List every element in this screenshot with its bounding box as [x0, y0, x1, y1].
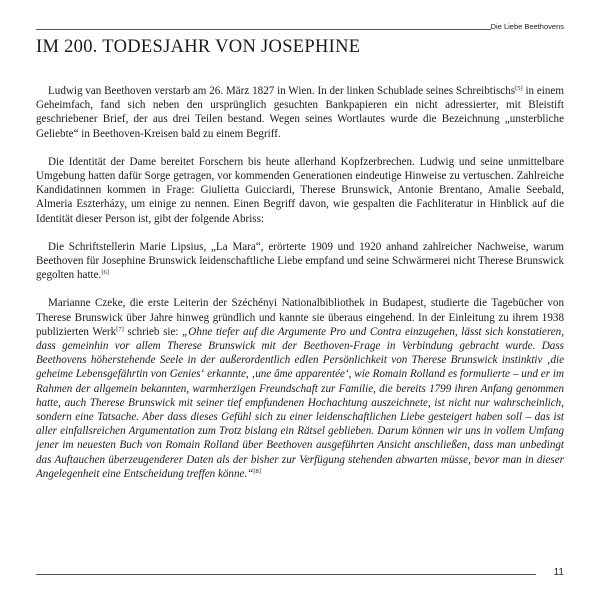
- running-title: Die Liebe Beethovens: [490, 22, 564, 31]
- body-text: [36, 84, 564, 481]
- block-quotation: „Ohne tiefer auf die Argumente Pro und Contra einzugehen, lässt sich konstatieren, dass gemeinhin vor allem Therese Brunswick mit der Beethoven-Frage in Verbindung gebracht wurde. Dass Beethovens höherstehende Seele in der außerordentlich edlen Persönlichkeit von Therese Brunswick instinktiv ‚die geheime Lebensgefährtin von Genies‘ erkannte, ‚une âme apparentée‘, wie Romain Rolland es formulierte – und er im Rahmen der allgemein bekannten, warmherzigen Freundschaft zur Familie, die bereits 1799 ihren Anfang genommen hatte, auch Therese Brunswick mit seiner tief empfundenen Hochachtung auszeichnete, ist nicht nur wahrscheinlich, sondern eine Tatsache. Aber dass dieses Gefühl sich zu einer leidenschaftlichen Liebe gesteigert haben soll – das ist aller einfallsreichen Argumentation zum Trotz bislang ein Rätsel geblieben. Darum können wir uns in vollem Umfang jener im neuesten Buch von Romain Rolland über Beethoven ausgeführten Ansicht anschließen, dass man unbedingt das Auftauchen überzeugenderer Daten als der bisher zur Verfügung stehenden abwarten müsse, bevor man in dieser Angelegenheit eine Entscheidung treffen könne.“: [36, 325, 564, 480]
- paragraph-1: [36, 84, 564, 141]
- paragraph-1-text-a: Ludwig van Beethoven verstarb am 26. März 1827 in Wien. In der linken Schublade seines Schreibtischs: [48, 85, 516, 97]
- paragraph-1-text-b: in einem Geheimfach, fand sich neben den ursprünglich gesuchten Bankpapieren ein nicht adressierter, mit Bleistift geschriebener Brief, der aus drei Teilen bestand. Wegen seines Wortlautes wurde die Bezeichnung „unsterbliche Geliebte“ in Beethoven-Kreisen bald zu einem Begriff.: [36, 85, 564, 140]
- chapter-heading: IM 200. TODESJAHR VON JOSEPHINE: [36, 37, 361, 57]
- header-rule: [36, 29, 491, 30]
- page-number: 11: [553, 567, 564, 578]
- footnote-ref-8[interactable]: [8]: [253, 467, 261, 475]
- paragraph-2-text: Die Identität der Dame bereitet Forschern bis heute allerhand Kopfzerbrechen. Ludwig und seine unmittelbare Umgebung hatten dafür Sorge getragen, vor kommenden Generationen eindeutige Hinweise zu vertuschen. Zahlreiche Kandidatinnen kommen in Frage: Giulietta Guicciardi, Therese Brunswick, Antonie Brentano, Amalie Seebald, Almeria Eszterházy, um einige zu nennen. Einen Begriff davon, wie gespalten die Fachliteratur in Hinblick auf die Identität dieser Person ist, gibt der folgende Abriss:: [36, 155, 564, 225]
- paragraph-3-text: Die Schriftstellerin Marie Lipsius, „La Mara“, erörterte 1909 und 1920 anhand zahlreicher Nachweise, warum Beethoven für Josephine Brunswick leidenschaftliche Liebe empfand und seine Schwärmerei nicht Therese Brunswick gegolten hatte.: [36, 240, 564, 282]
- paragraph-2: [36, 155, 564, 226]
- paragraph-4-text-b: schrieb sie:: [123, 325, 183, 338]
- footnote-ref-5[interactable]: [5]: [515, 85, 523, 92]
- footer-rule: [36, 574, 536, 575]
- paragraph-4: [36, 296, 564, 481]
- footnote-ref-7[interactable]: [7]: [116, 325, 124, 333]
- paragraph-4-text-a: Marianne Czeke, die erste Leiterin der Széchényi Nationalbibliothek in Budapest, studierte die Tagebücher von Therese Brunswick über Jahre hinweg gründlich und kannte sie überaus eingehend. In der Einleitung zu ihrem 1938 publizierten Werk: [36, 297, 564, 338]
- paragraph-3: [36, 240, 564, 283]
- footnote-ref-6[interactable]: [6]: [101, 269, 109, 277]
